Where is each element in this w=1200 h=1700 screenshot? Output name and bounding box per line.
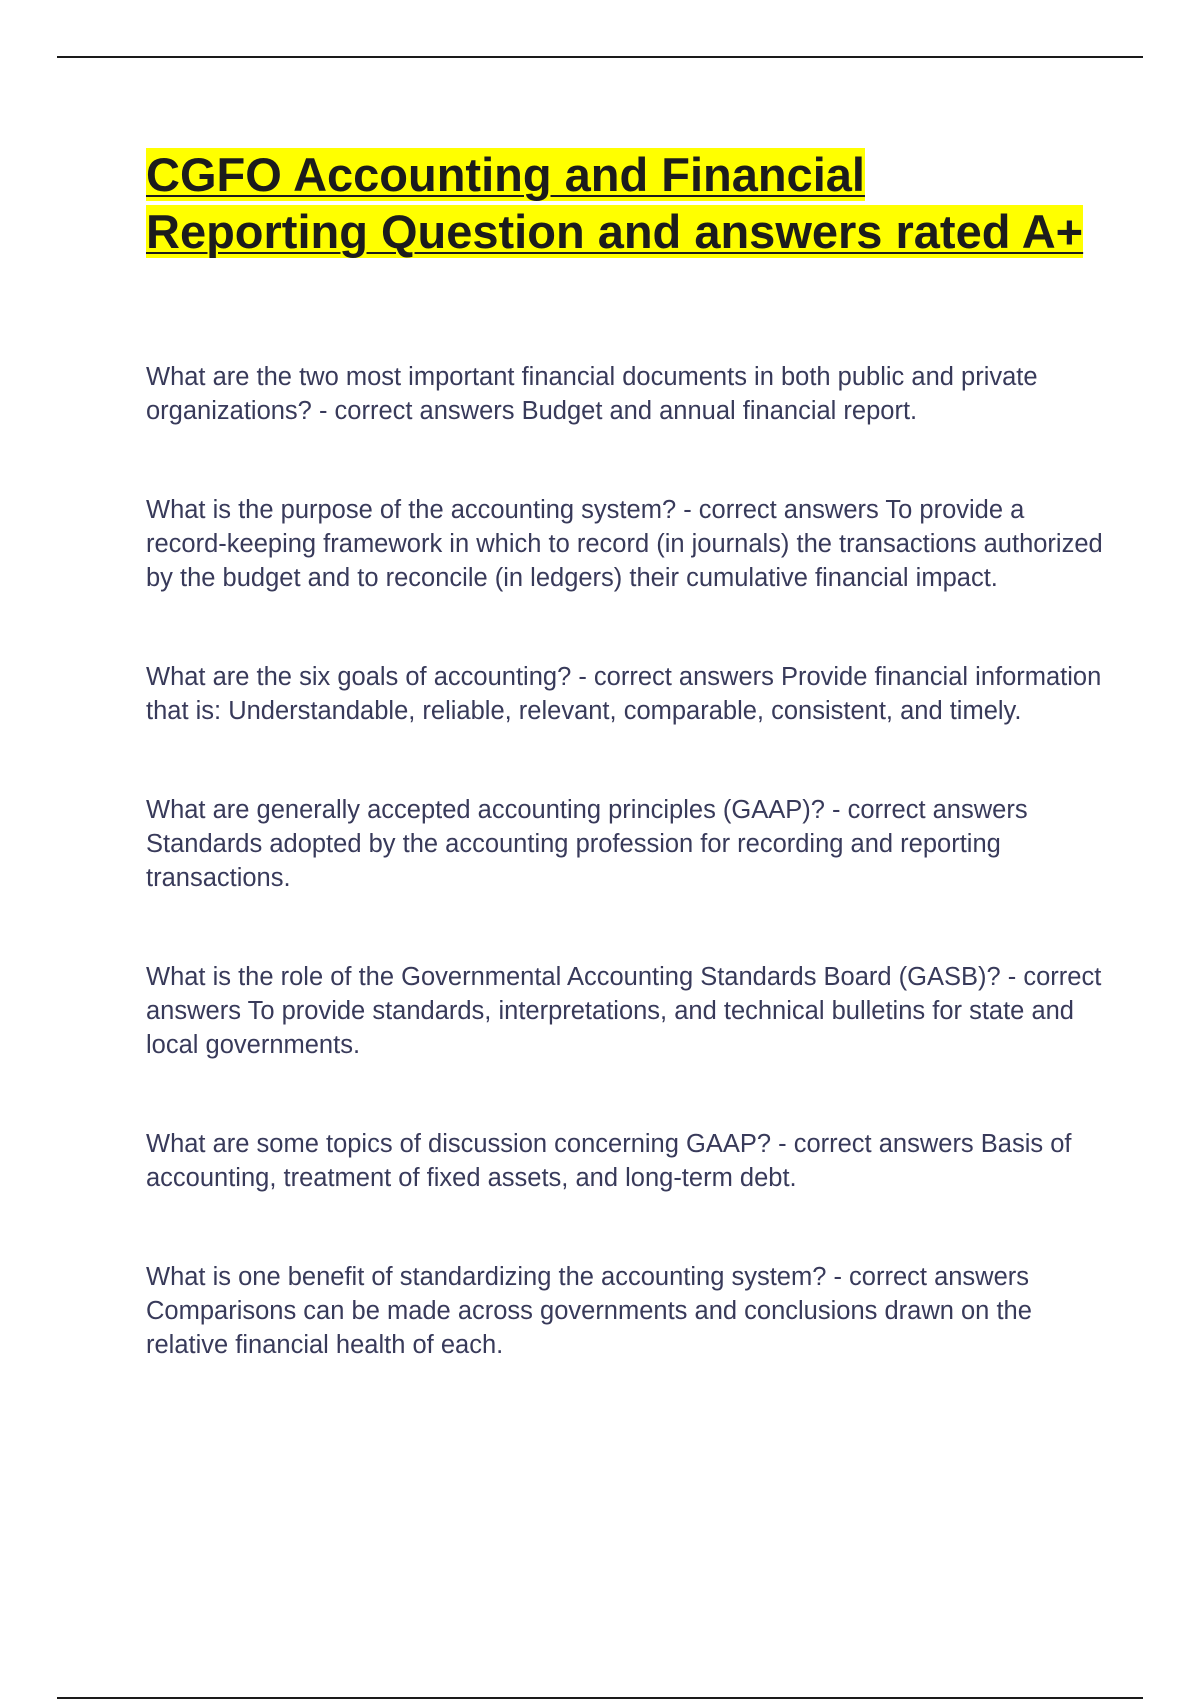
- footer-rule: [57, 1697, 1143, 1699]
- header-rule: [57, 56, 1143, 58]
- document-title: [146, 146, 1086, 260]
- qa-list: [146, 360, 1106, 1427]
- qa-item: What are some topics of discussion concerning GAAP? - correct answers Basis of accounting, treatment of fixed assets, and long-term debt.: [146, 1130, 1072, 1192]
- qa-item: What are generally accepted accounting principles (GAAP)? - correct answers Standards adopted by the accounting profession for recording and reporting transactions.: [146, 796, 1028, 892]
- qa-item: What is one benefit of standardizing the accounting system? - correct answers Comparisons can be made across governments and conclusions drawn on the relative financial health of each.: [146, 1263, 1032, 1359]
- qa-item: What is the purpose of the accounting system? - correct answers To provide a record-keeping framework in which to record (in journals) the transactions authorized by the budget and to reconcile (in ledgers) their cumulative financial impact.: [146, 496, 1103, 592]
- qa-item: What is the role of the Governmental Accounting Standards Board (GASB)? - correct answers To provide standards, interpretations, and technical bulletins for state and local governments.: [146, 963, 1102, 1059]
- qa-item: What are the six goals of accounting? - correct answers Provide financial information that is: Understandable, reliable, relevant, comparable, consistent, and timely.: [146, 663, 1102, 725]
- qa-item: What are the two most important financial documents in both public and private organizations? - correct answers Budget and annual financial report.: [146, 363, 1038, 425]
- document-title-text: CGFO Accounting and Financial Reporting Question and answers rated A+: [146, 148, 1084, 258]
